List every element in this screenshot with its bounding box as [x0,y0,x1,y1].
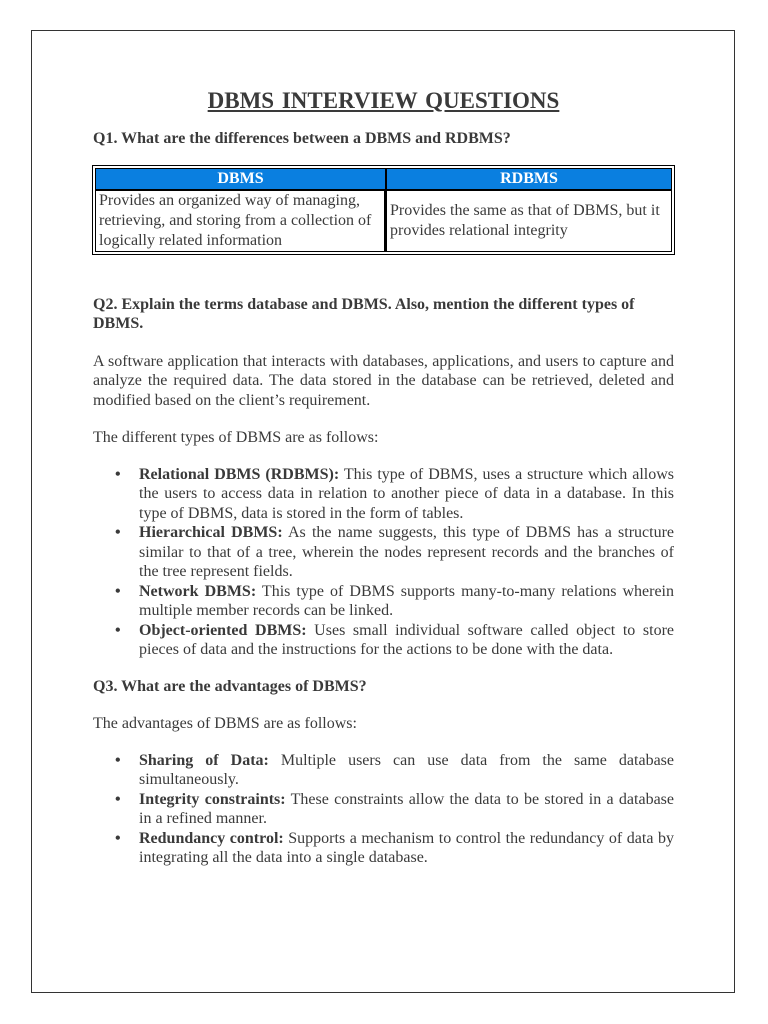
q2-intro: The different types of DBMS are as follows: [93,429,379,446]
question-2: Q2. Explain the terms database and DBMS. Also, mention the different types of DBMS. [93,295,635,332]
table-header-row [95,168,672,190]
table-cell-dbms: Provides an organized way of managing, retrieving, and storing from a collection of logically related information [95,190,386,252]
document-body [93,86,674,868]
list-item [139,621,674,660]
list-item [139,751,674,790]
list-item [139,523,674,582]
q3-intro: The advantages of DBMS are as follows: [93,715,357,732]
table-header-dbms: DBMS [95,168,386,190]
list-item-text: As the name suggests, this type of DBMS has a structure similar to that of a tree, wherein the nodes represent records and the branches of the tree represent fields. [139,524,675,580]
advantages-list [93,751,674,868]
list-item-text: Multiple users can use data from the same database simultaneously. [139,751,675,788]
list-item-text: This type of DBMS, uses a structure which allows the users to access data in relation to another piece of data in a database. In this type of DBMS, data is stored in the form of tables. [139,465,675,522]
dbms-types-list [93,465,674,660]
table-row [95,190,672,252]
list-item [139,582,674,621]
list-item-text: Supports a mechanism to control the redundancy of data by integrating all the data into a single database. [139,829,674,866]
list-item-term: Network DBMS: [139,582,257,600]
list-item-term: Hierarchical DBMS: [139,524,283,541]
list-item-term: Relational DBMS (RDBMS): [139,465,340,483]
list-item-term: Redundancy control: [139,829,284,847]
page-title: DBMS INTERVIEW QUESTIONS [207,88,560,113]
list-item-text: These constraints allow the data to be stored in a database in a refined manner. [139,790,675,827]
list-item-term: Integrity constraints: [139,790,286,808]
list-item-text: Uses small individual software called object to store pieces of data and the instructions for the actions to be done with the data. [139,621,675,658]
list-item [139,829,674,868]
list-item-term: Sharing of Data: [139,751,269,769]
question-1: Q1. What are the differences between a DBMS and RDBMS? [93,130,511,147]
question-3: Q3. What are the advantages of DBMS? [93,677,367,695]
list-item-text: This type of DBMS supports many-to-many relations wherein multiple member records can be linked. [139,582,675,619]
list-item [139,790,674,829]
table-cell-rdbms: Provides the same as that of DBMS, but it provides relational integrity [386,190,672,252]
q2-paragraph: A software application that interacts with databases, applications, and users to capture and analyze the required data. The data stored in the database can be retrieved, deleted and modified based on the client’s requirement. [93,352,674,409]
list-item-term: Object-oriented DBMS: [139,621,307,639]
comparison-table [92,165,675,255]
table-header-rdbms: RDBMS [386,168,672,190]
list-item [139,465,674,524]
